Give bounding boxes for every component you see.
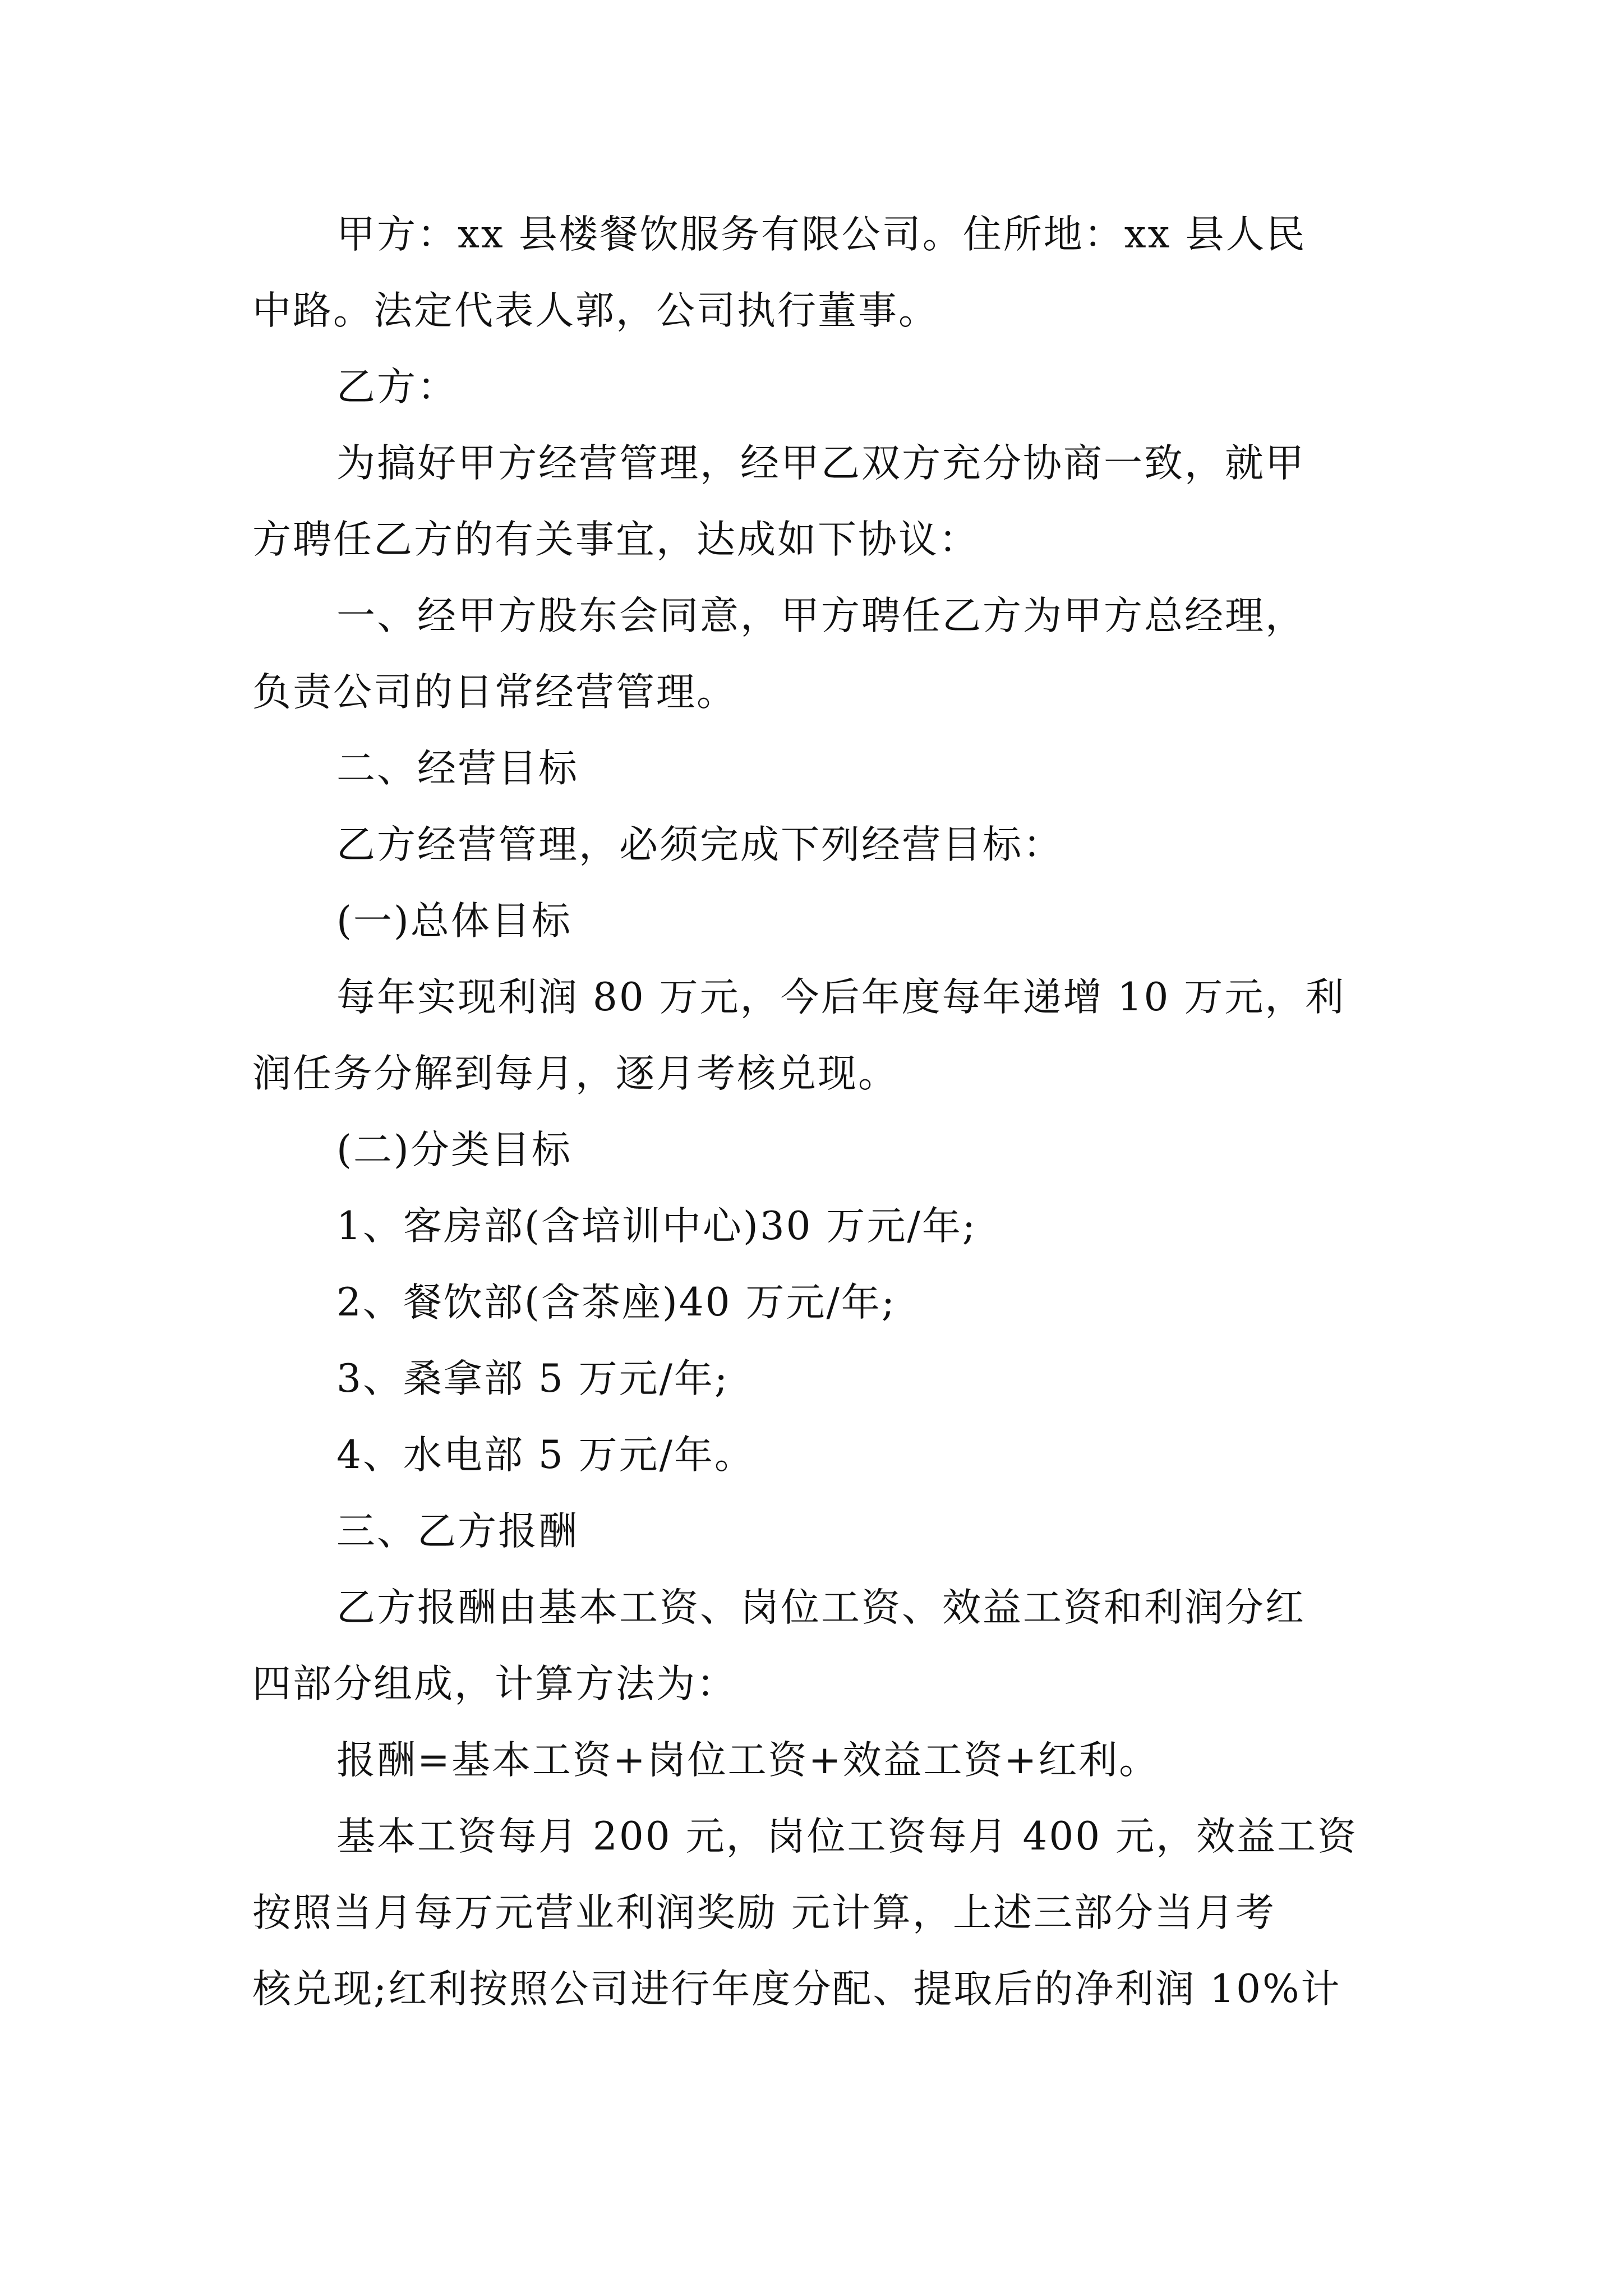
paragraph-preamble-line-1: 为搞好甲方经营管理，经甲乙双方充分协商一致，就甲 bbox=[336, 441, 1306, 486]
list-item-catering: 2、餐饮部(含茶座)40 万元/年; bbox=[336, 1280, 896, 1325]
paragraph-party-a-line-1: 甲方：xx 县楼餐饮服务有限公司。住所地：xx 县人民 bbox=[336, 212, 1307, 257]
section-heading-business-goals: 二、经营目标 bbox=[336, 746, 579, 791]
list-item-utilities: 4、水电部 5 万元/年。 bbox=[336, 1433, 755, 1478]
paragraph-remuneration-line-1: 乙方报酬由基本工资、岗位工资、效益工资和利润分红 bbox=[336, 1585, 1306, 1630]
list-item-sauna: 3、桑拿部 5 万元/年; bbox=[336, 1356, 730, 1401]
paragraph-goals-intro: 乙方经营管理，必须完成下列经营目标： bbox=[336, 822, 1063, 867]
clause-1-line-2: 负责公司的日常经营管理。 bbox=[252, 670, 737, 715]
paragraph-preamble-line-2: 方聘任乙方的有关事宜，达成如下协议： bbox=[252, 517, 979, 562]
list-item-rooms: 1、客房部(含培训中心)30 万元/年; bbox=[336, 1204, 977, 1249]
paragraph-profit-line-1: 每年实现利润 80 万元，今后年度每年递增 10 万元，利 bbox=[336, 975, 1346, 1020]
paragraph-party-b: 乙方： bbox=[336, 365, 458, 409]
paragraph-salary-line-1: 基本工资每月 200 元，岗位工资每月 400 元，效益工资 bbox=[336, 1814, 1358, 1859]
subheading-overall-goal: (一)总体目标 bbox=[336, 899, 572, 944]
clause-1-line-1: 一、经甲方股东会同意，甲方聘任乙方为甲方总经理， bbox=[336, 593, 1306, 638]
paragraph-salary-line-2: 按照当月每万元营业利润奖励 元计算，上述三部分当月考 bbox=[252, 1890, 1276, 1935]
paragraph-remuneration-line-2: 四部分组成，计算方法为： bbox=[252, 1662, 737, 1706]
paragraph-profit-line-2: 润任务分解到每月，逐月考核兑现。 bbox=[252, 1051, 898, 1096]
section-heading-remuneration: 三、乙方报酬 bbox=[336, 1509, 579, 1554]
paragraph-salary-line-3: 核兑现;红利按照公司进行年度分配、提取后的净利润 10%计 bbox=[252, 1967, 1341, 2012]
paragraph-party-a-line-2: 中路。法定代表人郭，公司执行董事。 bbox=[252, 288, 939, 333]
subheading-category-goals: (二)分类目标 bbox=[336, 1128, 572, 1172]
paragraph-formula: 报酬=基本工资+岗位工资+效益工资+红利。 bbox=[336, 1738, 1160, 1783]
